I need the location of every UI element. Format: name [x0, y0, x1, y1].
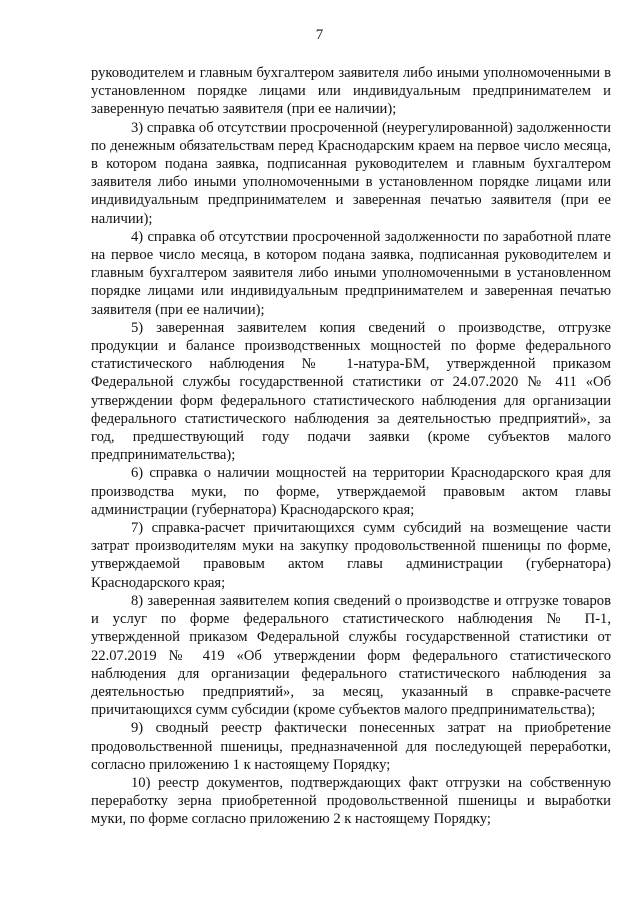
paragraph-item-4: 4) справка об отсутствии просроченной задолженности по заработной плате на первое число месяца, в котором подана заявка, подписанная руководителем и главным бухгалтером заявителя либо иными уполномоченными в установленном порядке лицами или индивидуальным предпринимателем и заверенная печатью заявителя (при ее наличии);: [91, 228, 611, 318]
paragraph-item-8: 8) заверенная заявителем копия сведений о производстве и отгрузке товаров и услуг по форме федерального статистического наблюдения № П-1, утвержденной приказом Федеральной службы государственной статистики от 22.07.2019 № 419 «Об утверждении форм федерального статистического наблюдения для организации федерального статистического наблюдения за деятельностью предприятий», за месяц, указанный в справке-расчете причитающихся сумм субсидии (кроме субъектов малого предпринимательства);: [91, 592, 611, 719]
document-body: [91, 64, 611, 829]
paragraph-item-9: 9) сводный реестр фактически понесенных затрат на приобретение продовольственной пшеницы, предназначенной для последующей переработки, согласно приложению 1 к настоящему Порядку;: [91, 720, 611, 773]
paragraph-continuation: руководителем и главным бухгалтером заявителя либо иными уполномоченными в установленном порядке лицами или индивидуальным предпринимателем и заверенную печатью заявителя (при ее наличии);: [91, 65, 611, 118]
page-number: 7: [315, 27, 324, 43]
paragraph-item-10: 10) реестр документов, подтверждающих факт отгрузки на собственную переработку зерна приобретенной продовольственной пшеницы и выработки муки, по форме согласно приложению 2 к настоящему Порядку;: [91, 774, 611, 828]
paragraph-item-6: 6) справка о наличии мощностей на территории Краснодарского края для производства муки, по форме, утверждаемой правовым актом главы администрации (губернатора) Краснодарского края;: [91, 465, 611, 518]
paragraph-item-5: 5) заверенная заявителем копия сведений о производстве, отгрузке продукции и балансе производственных мощностей по форме федерального статистического наблюдения № 1-натура-БМ, утвержденной приказом Федеральной службы государственной статистики от 24.07.2020 № 411 «Об утверждении форм федерального статистического наблюдения для организации федерального статистического наблюдения за деятельностью предприятий», за год, предшествующий году подачи заявки (кроме субъектов малого предпринимательства);: [91, 319, 611, 464]
paragraph-item-3: 3) справка об отсутствии просроченной (неурегулированной) задолженности по денежным обязательствам перед Краснодарским краем на первое число месяца, в котором подана заявка, подписанная руководителем и главным бухгалтером заявителя либо иными уполномоченными в установленном порядке лицами или индивидуальным предпринимателем и заверенная печатью заявителя (при ее наличии);: [91, 119, 611, 227]
paragraph-item-7: 7) справка-расчет причитающихся сумм субсидий на возмещение части затрат производителям муки на закупку продовольственной пшеницы по форме, утверждаемой правовым актом главы администрации (губернатора) Краснодарского края;: [91, 520, 611, 591]
